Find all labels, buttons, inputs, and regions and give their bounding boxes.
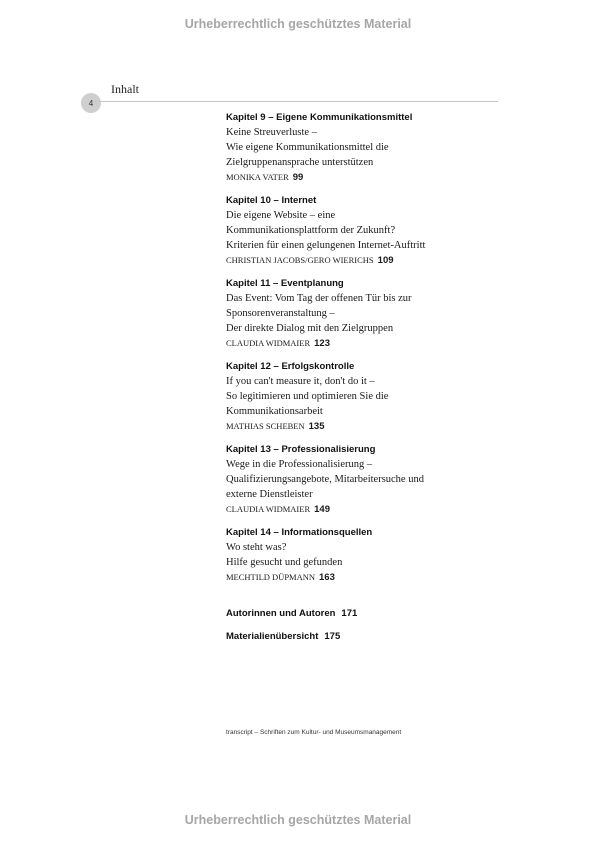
chapter-page-number: 99 (292, 172, 304, 183)
chapter-author-line (226, 170, 526, 185)
chapter-subtitle-line: Hilfe gesucht und gefunden (226, 557, 343, 568)
chapter-subtitle-line: Kommunikationsplattform der Zukunft? (226, 225, 396, 236)
chapter-author-line (226, 336, 526, 351)
chapter-author-line (226, 502, 526, 517)
chapter-subtitle-line: Wie eigene Kommunikationsmittel die (226, 142, 389, 153)
chapter-subtitle-line: Keine Streuverluste – (226, 127, 317, 138)
chapter-author: CLAUDIA WIDMAIER (226, 504, 311, 514)
toc-entry-autorinnen-und-autoren[interactable] (226, 606, 357, 621)
chapter-subtitle-line: Qualifizierungsangebote, Mitarbeitersuche und (226, 474, 424, 485)
chapter-heading: Kapitel 12 – Erfolgskontrolle (226, 361, 355, 372)
chapter-heading: Kapitel 10 – Internet (226, 195, 317, 206)
chapter-subtitle-line: Wege in die Professionalisierung – (226, 459, 373, 470)
copyright-watermark-bottom: Urheberrechtlich geschütztes Material (184, 813, 412, 827)
series-footer: transcript – Schriften zum Kultur- und Museumsmanagement (226, 729, 402, 736)
toc-entry-kapitel-12[interactable] (226, 359, 526, 434)
chapter-subtitle-line: If you can't measure it, don't do it – (226, 376, 375, 387)
chapter-author: MATHIAS SCHEBEN (226, 421, 305, 431)
copyright-watermark-top: Urheberrechtlich geschütztes Material (184, 17, 412, 31)
toc-entry-kapitel-11[interactable] (226, 276, 526, 351)
chapter-subtitle-line: Der direkte Dialog mit den Zielgruppen (226, 323, 394, 334)
chapter-author-line (226, 419, 526, 434)
chapter-subtitle-line: Das Event: Vom Tag der offenen Tür bis zur (226, 293, 412, 304)
chapter-subtitle-line: Wo steht was? (226, 542, 287, 553)
chapter-heading: Kapitel 13 – Professionalisierung (226, 444, 376, 455)
chapter-author-line (226, 253, 526, 268)
chapter-subtitle-line: Die eigene Website – eine (226, 210, 336, 221)
extra-label: Materialienübersicht (226, 631, 319, 642)
chapter-subtitle-line: Zielgruppenansprache unterstützen (226, 157, 374, 168)
toc-entry-kapitel-14[interactable] (226, 525, 526, 585)
chapter-subtitle-line: So legitimieren und optimieren Sie die (226, 391, 389, 402)
chapter-subtitle-line: Sponsorenveranstaltung – (226, 308, 335, 319)
extra-label: Autorinnen und Autoren (226, 608, 336, 619)
toc-entry-kapitel-13[interactable] (226, 442, 526, 517)
chapter-heading: Kapitel 9 – Eigene Kommunikationsmittel (226, 112, 413, 123)
chapter-heading: Kapitel 14 – Informationsquellen (226, 527, 373, 538)
table-of-contents (226, 110, 526, 593)
chapter-author: CLAUDIA WIDMAIER (226, 338, 311, 348)
chapter-author: CHRISTIAN JACOBS/GERO WIERICHS (226, 255, 374, 265)
extra-page-number: 171 (341, 608, 358, 619)
chapter-page-number: 135 (308, 421, 325, 432)
chapter-subtitle-line: externe Dienstleister (226, 489, 313, 500)
toc-entry-kapitel-10[interactable] (226, 193, 526, 268)
running-header-title: Inhalt (111, 82, 139, 96)
chapter-heading: Kapitel 11 – Eventplanung (226, 278, 344, 289)
header-divider (93, 101, 498, 102)
chapter-page-number: 123 (314, 338, 330, 349)
page-number-badge: 4 (81, 93, 101, 113)
chapter-page-number: 149 (314, 504, 330, 515)
chapter-author: MECHTILD DÜPMANN (226, 572, 316, 582)
toc-entry-materialienuebersicht[interactable] (226, 629, 340, 644)
chapter-author-line (226, 570, 526, 585)
chapter-subtitle-line: Kommunikationsarbeit (226, 406, 323, 417)
chapter-subtitle-line: Kriterien für einen gelungenen Internet-Auftritt (226, 240, 426, 251)
extra-page-number: 175 (324, 631, 341, 642)
toc-entry-kapitel-9[interactable] (226, 110, 526, 185)
chapter-author: MONIKA VATER (226, 172, 289, 182)
chapter-page-number: 163 (319, 572, 335, 583)
chapter-page-number: 109 (377, 255, 394, 266)
